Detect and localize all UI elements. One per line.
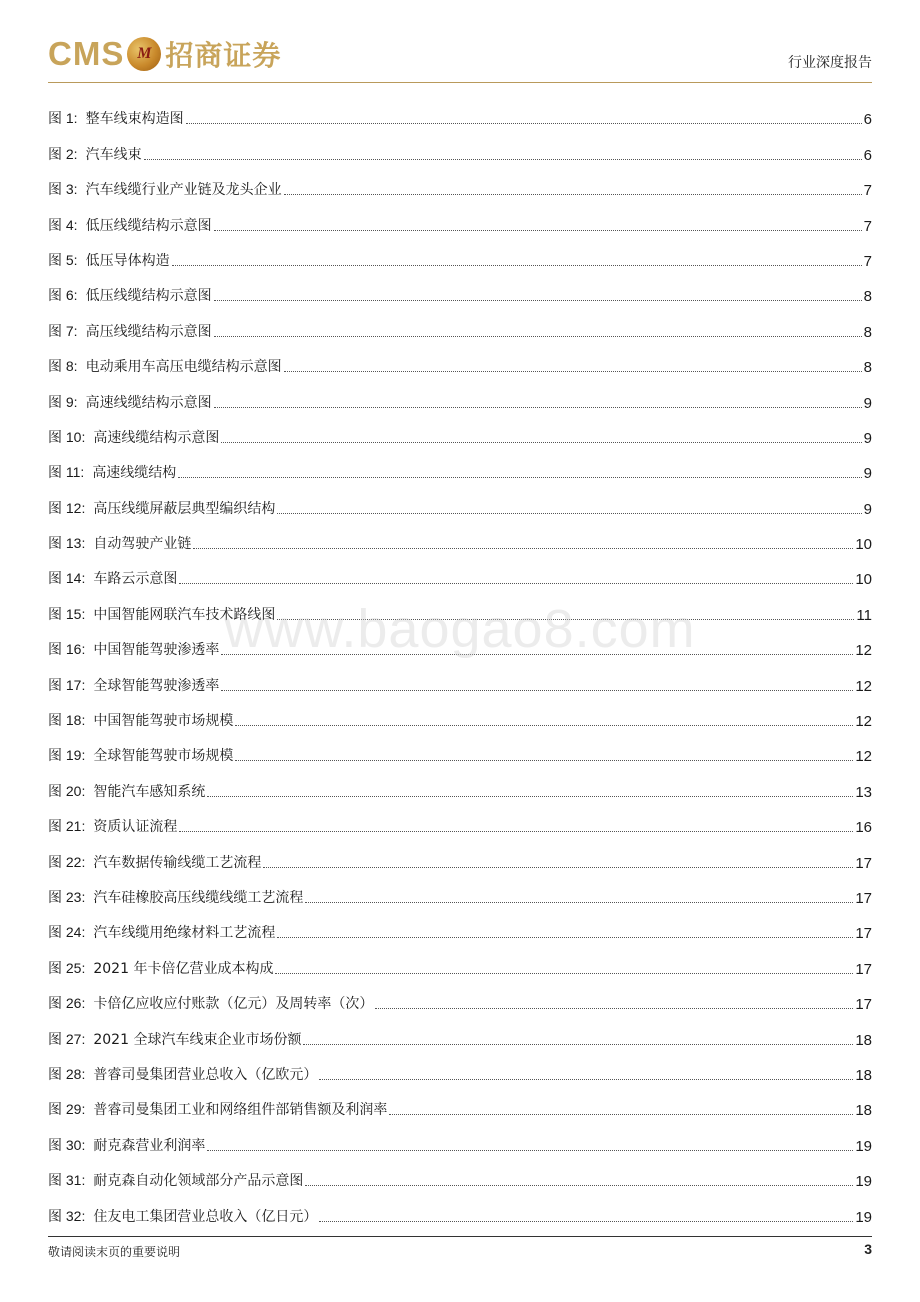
toc-figure-title[interactable]: 高速线缆结构 [92, 465, 177, 482]
logo-cms-text: CMS [48, 35, 125, 72]
page-header [48, 30, 872, 82]
toc-page-number[interactable]: 12 [855, 677, 872, 695]
toc-page-number[interactable]: 17 [855, 996, 872, 1014]
toc-page-number[interactable]: 9 [863, 394, 872, 412]
toc-figure-title[interactable]: 普睿司曼集团工业和网络组件部销售额及利润率 [93, 1102, 388, 1119]
toc-figure-label: 图 7: [48, 322, 78, 339]
toc-figure-title[interactable]: 汽车线束 [85, 146, 142, 163]
toc-page-number[interactable]: 12 [855, 642, 872, 660]
toc-figure-title[interactable]: 高速线缆结构示意图 [85, 394, 212, 411]
toc-dot-leader [221, 653, 853, 655]
toc-figure-title[interactable]: 中国智能网联汽车技术路线图 [93, 606, 276, 623]
toc-page-number[interactable]: 18 [855, 1102, 872, 1120]
toc-figure-label: 图 4: [48, 216, 78, 233]
toc-dot-leader [277, 936, 853, 938]
watermark: www.baogao8.com [224, 599, 696, 659]
toc-dot-leader [275, 972, 853, 974]
toc-dot-leader [284, 193, 862, 195]
toc-figure-title[interactable]: 中国智能驾驶市场规模 [93, 713, 234, 730]
toc-figure-title[interactable]: 普睿司曼集团营业总收入（亿欧元） [93, 1066, 318, 1083]
toc-dot-leader [178, 476, 861, 478]
toc-entry[interactable] [48, 730, 872, 765]
toc-figure-label: 图 16: [48, 641, 86, 658]
toc-entry[interactable] [48, 1049, 872, 1084]
toc-entry[interactable] [48, 235, 872, 270]
toc-entry[interactable] [48, 836, 872, 871]
toc-page-number[interactable]: 6 [863, 146, 872, 164]
toc-dot-leader [193, 547, 853, 549]
toc-entry[interactable] [48, 942, 872, 977]
toc-dot-leader [207, 795, 853, 797]
toc-figure-title[interactable]: 2021 年卡倍亿营业成本构成 [93, 960, 274, 977]
toc-entry[interactable] [48, 447, 872, 482]
toc-page-number[interactable]: 7 [863, 252, 872, 270]
toc-figure-label: 图 3: [48, 181, 78, 198]
toc-figure-label: 图 10: [48, 428, 86, 445]
toc-page-number[interactable]: 7 [863, 182, 872, 200]
toc-entry[interactable] [48, 412, 872, 447]
toc-figure-label: 图 25: [48, 959, 86, 976]
toc-figure-label: 图 6: [48, 287, 78, 304]
toc-dot-leader [319, 1220, 853, 1222]
toc-page-number[interactable]: 9 [863, 465, 872, 483]
toc-dot-leader [207, 1149, 853, 1151]
toc-dot-leader [263, 866, 853, 868]
toc-dot-leader [277, 618, 854, 620]
toc-dot-leader [172, 264, 862, 266]
toc-entry[interactable] [48, 341, 872, 376]
toc-dot-leader [179, 830, 853, 832]
toc-page-number[interactable]: 19 [855, 1208, 872, 1226]
toc-figure-title[interactable]: 耐克森自动化领域部分产品示意图 [93, 1173, 304, 1190]
toc-entry[interactable] [48, 1155, 872, 1190]
toc-entry[interactable] [48, 907, 872, 942]
toc-figure-title[interactable]: 低压线缆结构示意图 [85, 217, 212, 234]
toc-figure-title[interactable]: 资质认证流程 [93, 819, 178, 836]
toc-figure-label: 图 23: [48, 888, 86, 905]
toc-page-number[interactable]: 10 [855, 536, 872, 554]
toc-dot-leader [214, 229, 862, 231]
toc-figure-label: 图 12: [48, 499, 86, 516]
toc-figure-label: 图 28: [48, 1065, 86, 1082]
toc-dot-leader [284, 370, 862, 372]
figure-list [48, 93, 872, 1226]
toc-figure-title[interactable]: 汽车线缆行业产业链及龙头企业 [85, 182, 282, 199]
header-divider [48, 82, 872, 83]
toc-figure-title[interactable]: 中国智能驾驶渗透率 [93, 642, 220, 659]
toc-figure-label: 图 14: [48, 570, 86, 587]
toc-figure-label: 图 2: [48, 145, 78, 162]
toc-dot-leader [375, 1007, 853, 1009]
toc-entry[interactable] [48, 1013, 872, 1048]
toc-figure-title[interactable]: 住友电工集团营业总收入（亿日元） [93, 1208, 318, 1225]
toc-entry[interactable] [48, 1084, 872, 1119]
toc-figure-label: 图 1: [48, 110, 78, 127]
toc-page-number[interactable]: 8 [863, 288, 872, 306]
toc-figure-label: 图 21: [48, 818, 86, 835]
toc-figure-title[interactable]: 高压线缆结构示意图 [85, 323, 212, 340]
toc-dot-leader [144, 158, 862, 160]
toc-dot-leader [221, 441, 861, 443]
toc-figure-title[interactable]: 全球智能驾驶渗透率 [93, 677, 220, 694]
toc-page-number[interactable]: 9 [863, 429, 872, 447]
toc-figure-title[interactable]: 汽车硅橡胶高压线缆线缆工艺流程 [93, 889, 304, 906]
toc-figure-title[interactable]: 高压线缆屏蔽层典型编织结构 [93, 500, 276, 517]
toc-entry[interactable] [48, 93, 872, 128]
toc-page-number[interactable]: 18 [855, 1066, 872, 1084]
logo-chinese-text: 招商证券 [165, 39, 282, 72]
toc-page-number[interactable]: 12 [855, 713, 872, 731]
toc-entry[interactable] [48, 1190, 872, 1225]
toc-page-number[interactable]: 11 [856, 606, 872, 624]
toc-entry[interactable] [48, 518, 872, 553]
toc-figure-label: 图 13: [48, 535, 86, 552]
toc-dot-leader [305, 901, 853, 903]
toc-page-number[interactable]: 6 [863, 111, 872, 129]
toc-figure-title[interactable]: 卡倍亿应收应付账款（亿元）及周转率（次） [93, 996, 374, 1013]
toc-entry[interactable] [48, 765, 872, 800]
footer-disclaimer-note: 敬请阅读末页的重要说明 [48, 1245, 181, 1259]
toc-entry[interactable] [48, 199, 872, 234]
toc-entry[interactable] [48, 872, 872, 907]
toc-page-number[interactable]: 17 [855, 925, 872, 943]
toc-page-number[interactable]: 10 [855, 571, 872, 589]
toc-dot-leader [389, 1113, 853, 1115]
toc-entry[interactable] [48, 695, 872, 730]
toc-entry[interactable] [48, 270, 872, 305]
toc-dot-leader [305, 1184, 853, 1186]
toc-entry[interactable] [48, 624, 872, 659]
toc-entry[interactable] [48, 978, 872, 1013]
toc-figure-label: 图 32: [48, 1207, 86, 1224]
toc-entry[interactable] [48, 588, 872, 623]
report-type-label: 行业深度报告 [788, 55, 872, 71]
toc-dot-leader [214, 299, 862, 301]
toc-figure-label: 图 22: [48, 853, 86, 870]
toc-page-number[interactable]: 8 [863, 359, 872, 377]
toc-entry[interactable] [48, 164, 872, 199]
toc-dot-leader [214, 335, 862, 337]
logo-emblem-icon: M [127, 37, 161, 71]
toc-figure-label: 图 17: [48, 676, 86, 693]
toc-figure-label: 图 18: [48, 712, 86, 729]
toc-page-number[interactable]: 9 [863, 500, 872, 518]
toc-figure-title[interactable]: 车路云示意图 [93, 571, 178, 588]
toc-dot-leader [221, 689, 853, 691]
toc-page-number[interactable]: 13 [855, 783, 872, 801]
toc-page-number[interactable]: 19 [855, 1137, 872, 1155]
toc-entry[interactable] [48, 376, 872, 411]
toc-figure-label: 图 26: [48, 995, 86, 1012]
toc-figure-label: 图 15: [48, 605, 86, 622]
toc-figure-title[interactable]: 电动乘用车高压电缆结构示意图 [85, 359, 282, 376]
toc-page-number[interactable]: 7 [863, 217, 872, 235]
toc-dot-leader [214, 406, 862, 408]
footer-divider [48, 1236, 872, 1237]
toc-figure-label: 图 8: [48, 358, 78, 375]
toc-figure-label: 图 31: [48, 1172, 86, 1189]
toc-dot-leader [235, 724, 853, 726]
toc-page-number[interactable]: 17 [855, 960, 872, 978]
toc-figure-label: 图 19: [48, 747, 86, 764]
toc-entry[interactable] [48, 801, 872, 836]
toc-figure-label: 图 11: [48, 464, 85, 481]
toc-entry[interactable] [48, 128, 872, 163]
toc-figure-title[interactable]: 整车线束构造图 [85, 111, 184, 128]
toc-figure-label: 图 27: [48, 1030, 86, 1047]
toc-page-number[interactable]: 18 [855, 1031, 872, 1049]
toc-figure-label: 图 30: [48, 1136, 86, 1153]
toc-page-number[interactable]: 19 [855, 1173, 872, 1191]
toc-figure-label: 图 20: [48, 782, 86, 799]
toc-figure-label: 图 5: [48, 251, 78, 268]
toc-dot-leader [179, 582, 853, 584]
toc-figure-label: 图 24: [48, 924, 86, 941]
toc-figure-title[interactable]: 2021 全球汽车线束企业市场份额 [93, 1031, 302, 1048]
toc-page-number[interactable]: 12 [855, 748, 872, 766]
toc-entry[interactable] [48, 553, 872, 588]
toc-entry[interactable] [48, 305, 872, 340]
toc-figure-title[interactable]: 低压线缆结构示意图 [85, 288, 212, 305]
toc-page-number[interactable]: 8 [863, 323, 872, 341]
toc-page-number[interactable]: 17 [855, 889, 872, 907]
toc-figure-title[interactable]: 智能汽车感知系统 [93, 783, 206, 800]
toc-entry[interactable] [48, 1119, 872, 1154]
toc-figure-title[interactable]: 自动驾驶产业链 [93, 536, 192, 553]
toc-dot-leader [303, 1043, 853, 1045]
toc-figure-title[interactable]: 汽车数据传输线缆工艺流程 [93, 854, 262, 871]
toc-figure-label: 图 9: [48, 393, 78, 410]
footer-page-number: 3 [864, 1241, 872, 1257]
toc-dot-leader [319, 1078, 853, 1080]
toc-dot-leader [186, 122, 862, 124]
toc-figure-title[interactable]: 高速线缆结构示意图 [93, 429, 220, 446]
toc-figure-title[interactable]: 低压导体构造 [85, 252, 170, 269]
toc-figure-title[interactable]: 汽车线缆用绝缘材料工艺流程 [93, 925, 276, 942]
toc-figure-label: 图 29: [48, 1101, 86, 1118]
toc-figure-title[interactable]: 全球智能驾驶市场规模 [93, 748, 234, 765]
toc-figure-title[interactable]: 耐克森营业利润率 [93, 1137, 206, 1154]
toc-page-number[interactable]: 16 [855, 819, 872, 837]
toc-dot-leader [235, 759, 853, 761]
toc-entry[interactable] [48, 659, 872, 694]
toc-dot-leader [277, 512, 861, 514]
cms-logo [48, 34, 281, 74]
toc-page-number[interactable]: 17 [855, 854, 872, 872]
toc-entry[interactable] [48, 482, 872, 517]
